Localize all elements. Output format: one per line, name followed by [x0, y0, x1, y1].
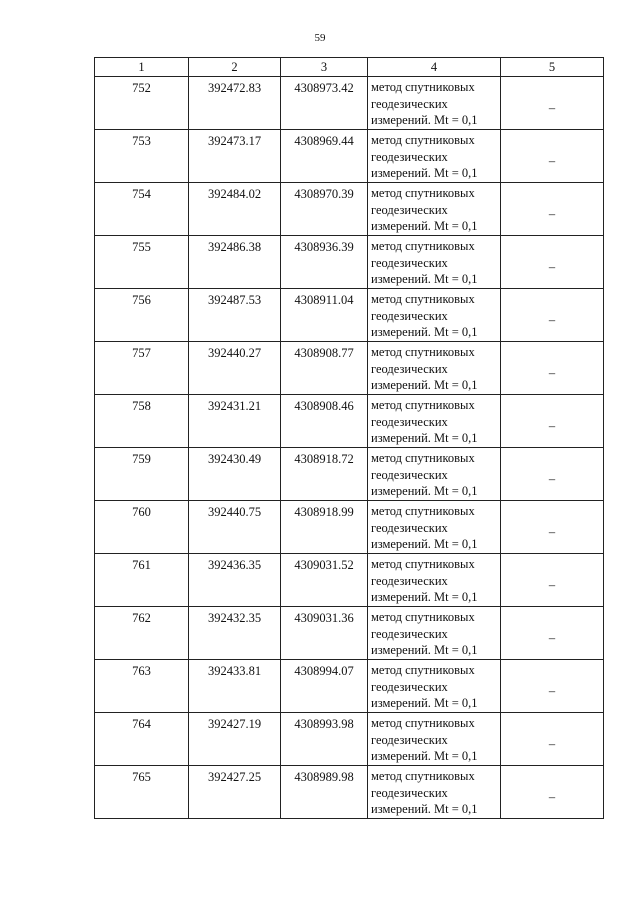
method-cell	[368, 607, 501, 660]
table-row	[95, 607, 604, 660]
point-number-cell: 758	[95, 395, 189, 448]
method-text-line: геодезических	[371, 255, 448, 270]
method-text-line: измерений. Mt = 0,1	[371, 696, 478, 710]
column-header-4: 4	[368, 58, 501, 77]
method-text-line: измерений. Mt = 0,1	[371, 166, 478, 180]
coordinate-x-cell: 392440.75	[189, 501, 281, 554]
note-cell: –	[501, 766, 604, 819]
method-text-line: измерений. Mt = 0,1	[371, 325, 478, 339]
coordinate-x-cell: 392427.25	[189, 766, 281, 819]
method-text-line: измерений. Mt = 0,1	[371, 802, 478, 816]
method-text-line: геодезических	[371, 308, 448, 323]
table-row	[95, 289, 604, 342]
coordinate-x-cell: 392486.38	[189, 236, 281, 289]
column-header-1: 1	[95, 58, 189, 77]
column-header-3: 3	[281, 58, 368, 77]
method-cell	[368, 395, 501, 448]
coordinate-y-cell: 4308908.46	[281, 395, 368, 448]
coordinate-y-cell: 4309031.52	[281, 554, 368, 607]
note-cell: –	[501, 130, 604, 183]
coordinate-y-cell: 4308911.04	[281, 289, 368, 342]
method-cell	[368, 77, 501, 130]
point-number-cell: 755	[95, 236, 189, 289]
method-text-line: геодезических	[371, 679, 448, 694]
coordinate-y-cell: 4308908.77	[281, 342, 368, 395]
coordinate-y-cell: 4308970.39	[281, 183, 368, 236]
method-text-line: измерений. Mt = 0,1	[371, 643, 478, 657]
method-cell	[368, 289, 501, 342]
note-cell: –	[501, 448, 604, 501]
coordinate-y-cell: 4308973.42	[281, 77, 368, 130]
coordinate-y-cell: 4309031.36	[281, 607, 368, 660]
method-text-line: геодезических	[371, 573, 448, 588]
method-text-line: геодезических	[371, 202, 448, 217]
method-cell	[368, 660, 501, 713]
note-cell: –	[501, 660, 604, 713]
method-cell	[368, 766, 501, 819]
method-text-line: геодезических	[371, 626, 448, 641]
method-cell	[368, 130, 501, 183]
coordinate-x-cell: 392487.53	[189, 289, 281, 342]
note-cell: –	[501, 342, 604, 395]
table-row	[95, 342, 604, 395]
method-text-line: геодезических	[371, 96, 448, 111]
note-cell: –	[501, 183, 604, 236]
method-text-line: измерений. Mt = 0,1	[371, 749, 478, 763]
note-cell: –	[501, 501, 604, 554]
point-number-cell: 765	[95, 766, 189, 819]
method-text-line: метод спутниковых	[371, 716, 475, 730]
point-number-cell: 753	[95, 130, 189, 183]
method-text-line: метод спутниковых	[371, 345, 475, 359]
method-text-line: геодезических	[371, 732, 448, 747]
coordinate-y-cell: 4308918.72	[281, 448, 368, 501]
method-text-line: измерений. Mt = 0,1	[371, 484, 478, 498]
table-row	[95, 713, 604, 766]
coordinate-y-cell: 4308993.98	[281, 713, 368, 766]
method-text-line: метод спутниковых	[371, 292, 475, 306]
method-text-line: измерений. Mt = 0,1	[371, 590, 478, 604]
table-row	[95, 183, 604, 236]
point-number-cell: 764	[95, 713, 189, 766]
method-text-line: геодезических	[371, 361, 448, 376]
method-text-line: метод спутниковых	[371, 557, 475, 571]
table-body	[95, 77, 604, 819]
point-number-cell: 757	[95, 342, 189, 395]
coordinate-x-cell: 392473.17	[189, 130, 281, 183]
table-row	[95, 130, 604, 183]
coordinate-y-cell: 4308936.39	[281, 236, 368, 289]
method-text-line: геодезических	[371, 467, 448, 482]
method-text-line: измерений. Mt = 0,1	[371, 113, 478, 127]
method-text-line: измерений. Mt = 0,1	[371, 431, 478, 445]
method-text-line: геодезических	[371, 785, 448, 800]
method-text-line: измерений. Mt = 0,1	[371, 272, 478, 286]
method-text-line: метод спутниковых	[371, 451, 475, 465]
coordinate-x-cell: 392436.35	[189, 554, 281, 607]
note-cell: –	[501, 77, 604, 130]
note-cell: –	[501, 289, 604, 342]
method-cell	[368, 554, 501, 607]
method-cell	[368, 713, 501, 766]
method-text-line: геодезических	[371, 520, 448, 535]
method-text-line: метод спутниковых	[371, 398, 475, 412]
coordinate-x-cell: 392433.81	[189, 660, 281, 713]
coordinate-x-cell: 392427.19	[189, 713, 281, 766]
method-text-line: метод спутниковых	[371, 769, 475, 783]
method-text-line: метод спутниковых	[371, 504, 475, 518]
table-row	[95, 77, 604, 130]
point-number-cell: 761	[95, 554, 189, 607]
method-text-line: метод спутниковых	[371, 133, 475, 147]
coordinate-x-cell: 392431.21	[189, 395, 281, 448]
column-header-2: 2	[189, 58, 281, 77]
table-header-row	[95, 58, 604, 77]
method-text-line: измерений. Mt = 0,1	[371, 537, 478, 551]
method-text-line: геодезических	[371, 149, 448, 164]
method-text-line: геодезических	[371, 414, 448, 429]
table-row	[95, 448, 604, 501]
point-number-cell: 762	[95, 607, 189, 660]
coordinate-x-cell: 392472.83	[189, 77, 281, 130]
method-text-line: измерений. Mt = 0,1	[371, 219, 478, 233]
page-number: 59	[314, 32, 326, 44]
coordinate-x-cell: 392430.49	[189, 448, 281, 501]
table-row	[95, 554, 604, 607]
coordinate-x-cell: 392484.02	[189, 183, 281, 236]
note-cell: –	[501, 713, 604, 766]
note-cell: –	[501, 554, 604, 607]
point-number-cell: 760	[95, 501, 189, 554]
point-number-cell: 763	[95, 660, 189, 713]
coordinate-x-cell: 392440.27	[189, 342, 281, 395]
point-number-cell: 756	[95, 289, 189, 342]
method-text-line: метод спутниковых	[371, 663, 475, 677]
point-number-cell: 759	[95, 448, 189, 501]
table-row	[95, 766, 604, 819]
point-number-cell: 754	[95, 183, 189, 236]
method-cell	[368, 342, 501, 395]
method-text-line: метод спутниковых	[371, 610, 475, 624]
coordinate-x-cell: 392432.35	[189, 607, 281, 660]
table-row	[95, 236, 604, 289]
table-row	[95, 395, 604, 448]
method-cell	[368, 236, 501, 289]
coordinates-table	[94, 57, 604, 819]
method-cell	[368, 501, 501, 554]
point-number-cell: 752	[95, 77, 189, 130]
coordinate-y-cell: 4308918.99	[281, 501, 368, 554]
column-header-5: 5	[501, 58, 604, 77]
method-cell	[368, 448, 501, 501]
method-cell	[368, 183, 501, 236]
method-text-line: метод спутниковых	[371, 186, 475, 200]
method-text-line: метод спутниковых	[371, 239, 475, 253]
note-cell: –	[501, 236, 604, 289]
coordinate-y-cell: 4308969.44	[281, 130, 368, 183]
coordinate-y-cell: 4308994.07	[281, 660, 368, 713]
note-cell: –	[501, 607, 604, 660]
method-text-line: измерений. Mt = 0,1	[371, 378, 478, 392]
table-row	[95, 660, 604, 713]
method-text-line: метод спутниковых	[371, 80, 475, 94]
coordinate-y-cell: 4308989.98	[281, 766, 368, 819]
table-row	[95, 501, 604, 554]
note-cell: –	[501, 395, 604, 448]
